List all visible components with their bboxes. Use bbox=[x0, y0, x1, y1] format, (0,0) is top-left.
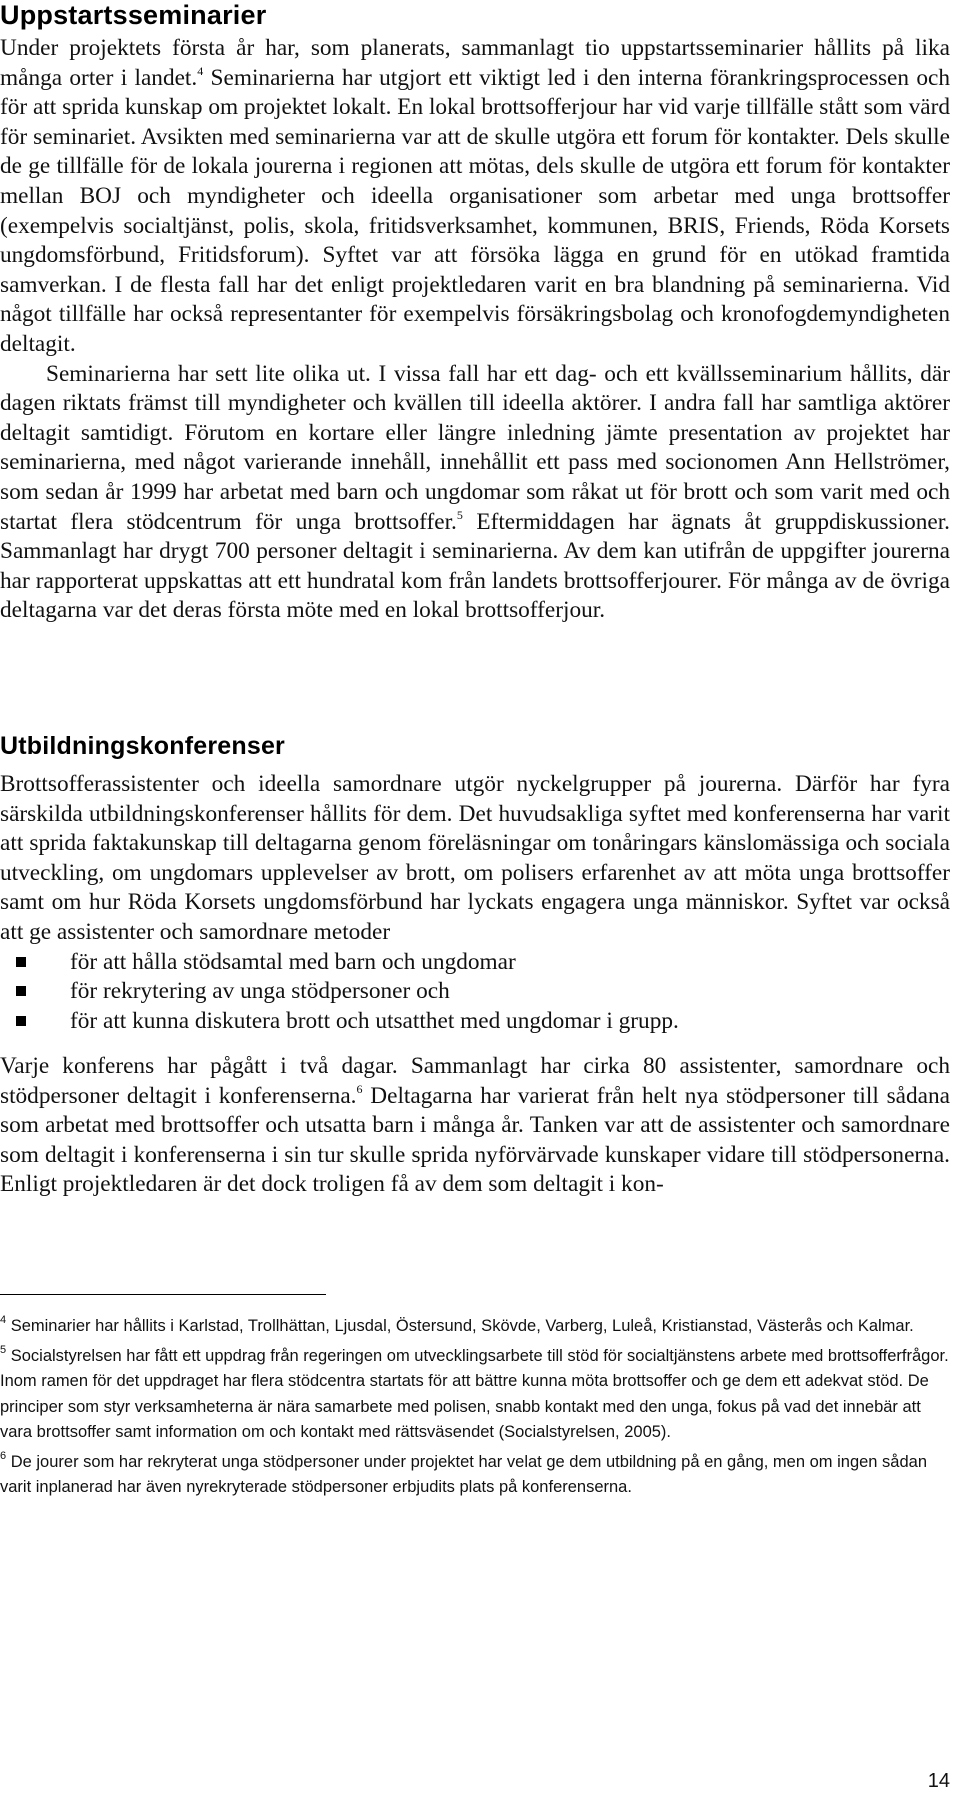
paragraph: Brottsofferassistenter och ideella samordnare utgör nyckelgrupper på jourerna. Därför har fyra särskilda utbildningskonferenser hållits för dem. Det huvudsakliga syftet med konferenserna har varit att sprida faktakunskap till deltagarna genom föreläsningar om tonåringars känslomässiga och sociala utveckling, om ungdomars upplevelser av brott, om polisers erfarenhet av att möta unga brottsoffer samt om hur Röda Korsets ungdomsförbund har lyckats engagera unga människor. Syftet var också att ge assistenter och samordnare metoder bbox=[0, 771, 950, 945]
square-bullet-icon bbox=[16, 1016, 26, 1026]
section-body-uppstartsseminarier bbox=[0, 34, 950, 626]
footnotes bbox=[0, 1310, 950, 1501]
list-item-text: för att hålla stödsamtal med barn och ungdomar bbox=[70, 948, 516, 975]
paragraph-text: Under projektets första år har, som planerats, sammanlagt tio uppstartsseminarier hållits på lika många orter i landet. bbox=[0, 35, 950, 91]
footnote-number: 6 bbox=[0, 1449, 7, 1462]
list-item bbox=[0, 1007, 950, 1037]
square-bullet-icon bbox=[16, 957, 26, 967]
footnote-ref[interactable]: 5 bbox=[456, 507, 463, 522]
square-bullet-icon bbox=[16, 986, 26, 996]
footnote-divider bbox=[0, 1294, 326, 1295]
section-heading-utbildningskonferenser: Utbildningskonferenser bbox=[0, 732, 285, 760]
footnote bbox=[0, 1340, 950, 1446]
footnote-number: 4 bbox=[0, 1314, 7, 1326]
footnote-ref[interactable]: 6 bbox=[356, 1081, 363, 1096]
section-body-utbildningskonferenser bbox=[0, 770, 950, 1036]
paragraph-text: Seminarierna har utgjort ett viktigt led i den interna förankringsprocessen och för att sprida kunskap om projektet lokalt. En lokal brottsofferjour har vid varje tillfälle stått som värd för seminariet. Avsikten med seminarierna var att de skulle utgöra ett forum för kontakter. Dels skulle de ge tillfälle för de lokala jourerna i regionen att mötas, dels skulle de utgöra ett forum för kontakter mellan BOJ och myndigheter och ideella organisationer som arbetar med unga brottsoffer (exempelvis socialtjänst, polis, skola, fritidsverksamhet, kommunen, BRIS, Friends, Röda Korsets ungdomsförbund, Fritidsforum). Syftet var att försöka lägga en grund för en utökad framtida samverkan. I de flesta fall har det enligt projektledaren varit en bra blandning på seminarierna. Vid något tillfälle har också representanter för exempelvis försäkringsbolag och kronofogdemyndigheten deltagit. bbox=[0, 64, 950, 357]
footnote-text: Seminarier har hållits i Karlstad, Trollhättan, Ljusdal, Östersund, Skövde, Varberg, Luleå, Kristianstad, Västerås och Kalmar. bbox=[10, 1317, 914, 1335]
list-item-text: för att kunna diskutera brott och utsatthet med ungdomar i grupp. bbox=[70, 1007, 679, 1034]
paragraph-text: Deltagarna har varierat från helt nya stödpersoner till sådana som arbetat med brottsoffer och utsatta barn i många år. Tanken var att de assistenter och samordnare som deltagit i konferenserna i sin tur skulle sprida nyförvärvade kunskaper vidare till stödpersonerna. Enligt projektledaren är det dock troligen få av dem som deltagit i kon- bbox=[0, 1082, 950, 1198]
paragraph-text: Eftermiddagen har ägnats åt gruppdiskussioner. Sammanlagt har drygt 700 personer deltagit i seminarierna. Av dem kan utifrån de uppgifter jourerna har rapporterat uppskattas att ett hundratal kom från landets brottsofferjourer. För många av de övriga deltagarna var det deras första möte med en lokal brottsofferjour. bbox=[0, 508, 950, 624]
bullet-list bbox=[0, 948, 950, 1037]
footnote-number: 5 bbox=[0, 1343, 7, 1356]
list-item bbox=[0, 977, 950, 1007]
paragraph-text: Seminarierna har sett lite olika ut. I vissa fall har ett dag- och ett kvällsseminarium hållits, där dagen riktats främst till myndigheter och kvällen till ideella aktörer. I andra fall har samtliga aktörer deltagit samtidigt. Förutom en kortare eller längre inledning jämte presentation av projektet har seminarierna, med något varierande innehåll, innehållit ett pass med socionomen Ann Hellströmer, som sedan år 1999 har arbetat med barn och ungdomar som råkat ut för brott och som varit med och startat flera stödcentrum för unga brottsoffer. bbox=[0, 360, 950, 535]
list-item-text: för rekrytering av unga stödpersoner och bbox=[70, 978, 450, 1005]
footnote-ref[interactable]: 4 bbox=[197, 63, 204, 78]
footnote bbox=[0, 1446, 950, 1501]
paragraph bbox=[0, 360, 950, 626]
footnote-text: De jourer som har rekryterat unga stödpersoner under projektet har velat ge dem utbildning på en gång, men om ingen sådan varit inplanerad har även nyrekryterade stödpersoner erbjudits plats på konferenserna. bbox=[0, 1452, 928, 1496]
list-item bbox=[0, 948, 950, 978]
paragraph bbox=[0, 1052, 950, 1200]
paragraph-text: Varje konferens har pågått i två dagar. Sammanlagt har cirka 80 assistenter, samordnare och stödpersoner deltagit i konferenserna. bbox=[0, 1053, 950, 1109]
section-body-continued bbox=[0, 1052, 950, 1200]
paragraph bbox=[0, 34, 950, 360]
section-heading-uppstartsseminarier: Uppstartsseminarier bbox=[0, 0, 267, 30]
page-number: 14 bbox=[927, 1770, 950, 1792]
footnote-text: Socialstyrelsen har fått ett uppdrag från regeringen om utvecklingsarbete till stöd för socialtjänstens arbete med brottsofferfrågor. Inom ramen för det uppdraget har flera stödcentra startats för att bättre kunna möta brottsoffer och ge dem ett adekvat stöd. De principer som styr verksamheterna är nära samarbete med polisen, snabb kontakt med den unga, fokus på vad det innebär att vara brottsoffer samt information om och kontakt med rättsväsendet (Socialstyrelsen, 2005). bbox=[0, 1346, 949, 1441]
footnote bbox=[0, 1310, 950, 1340]
